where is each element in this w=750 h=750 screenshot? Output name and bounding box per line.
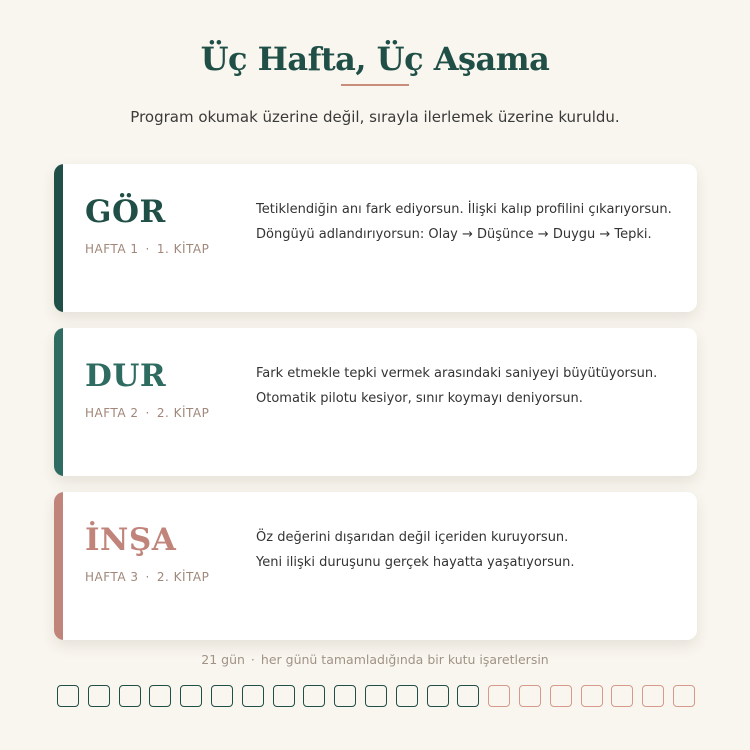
description-line: Döngüyü adlandırıyorsun: Olay → Düşünce → Duygu → Tepki. (256, 227, 652, 242)
day-checkbox[interactable] (334, 685, 356, 707)
day-checkbox[interactable] (211, 685, 233, 707)
stage-accent-bar (54, 164, 63, 312)
meta-separator: · (145, 570, 150, 584)
footnote-separator: · (250, 652, 255, 667)
day-checkbox-row (57, 685, 697, 709)
description-line: Otomatik pilotu kesiyor, sınır koymayı deniyorsun. (256, 391, 583, 406)
day-checkbox[interactable] (303, 685, 325, 707)
day-checkbox[interactable] (119, 685, 141, 707)
day-checkbox[interactable] (519, 685, 541, 707)
day-checkbox[interactable] (396, 685, 418, 707)
day-checkbox[interactable] (273, 685, 295, 707)
day-checkbox[interactable] (149, 685, 171, 707)
stage-meta (85, 242, 209, 256)
stage-book: 1. KİTAP (156, 242, 210, 256)
day-checkbox[interactable] (488, 685, 510, 707)
stage-week: HAFTA 1 (85, 242, 139, 256)
stage-card-gor (54, 164, 697, 312)
day-checkbox[interactable] (365, 685, 387, 707)
day-checkbox[interactable] (242, 685, 264, 707)
stage-book: 2. KİTAP (156, 570, 210, 584)
title-underline (341, 84, 409, 86)
stage-description (256, 361, 686, 411)
page-title: Üç Hafta, Üç Aşama (200, 40, 550, 78)
page-subtitle: Program okumak üzerine değil, sırayla ilerlemek üzerine kuruldu. (130, 108, 620, 126)
stage-card-dur (54, 328, 697, 476)
stage-card-insa (54, 492, 697, 640)
days-count: 21 gün (201, 652, 245, 667)
description-line: Tetiklendiğin anı fark ediyorsun. İlişki kalıp profilini çıkarıyorsun. (256, 202, 672, 217)
stage-meta (85, 570, 209, 584)
description-line: Fark etmekle tepki vermek arasındaki saniyeyi büyütüyorsun. (256, 366, 658, 381)
stage-meta (85, 406, 209, 420)
progress-footnote (0, 652, 750, 667)
description-line: Yeni ilişki duruşunu gerçek hayatta yaşatıyorsun. (256, 555, 575, 570)
stage-description (256, 525, 686, 575)
day-checkbox[interactable] (57, 685, 79, 707)
description-line: Öz değerini dışarıdan değil içeriden kuruyorsun. (256, 530, 569, 545)
day-checkbox[interactable] (180, 685, 202, 707)
stage-week: HAFTA 2 (85, 406, 139, 420)
stage-week: HAFTA 3 (85, 570, 139, 584)
stage-name: GÖR (85, 194, 166, 230)
day-checkbox[interactable] (88, 685, 110, 707)
day-checkbox[interactable] (457, 685, 479, 707)
meta-separator: · (145, 242, 150, 256)
footnote-text: her günü tamamladığında bir kutu işaretlersin (260, 652, 549, 667)
stage-name: İNŞA (85, 522, 177, 558)
day-checkbox[interactable] (550, 685, 572, 707)
day-checkbox[interactable] (427, 685, 449, 707)
day-checkbox[interactable] (642, 685, 664, 707)
day-checkbox[interactable] (673, 685, 695, 707)
stage-book: 2. KİTAP (156, 406, 210, 420)
stage-description (256, 197, 686, 247)
day-checkbox[interactable] (611, 685, 633, 707)
stage-accent-bar (54, 492, 63, 640)
stage-name: DUR (85, 358, 167, 394)
stage-accent-bar (54, 328, 63, 476)
meta-separator: · (145, 406, 150, 420)
day-checkbox[interactable] (581, 685, 603, 707)
